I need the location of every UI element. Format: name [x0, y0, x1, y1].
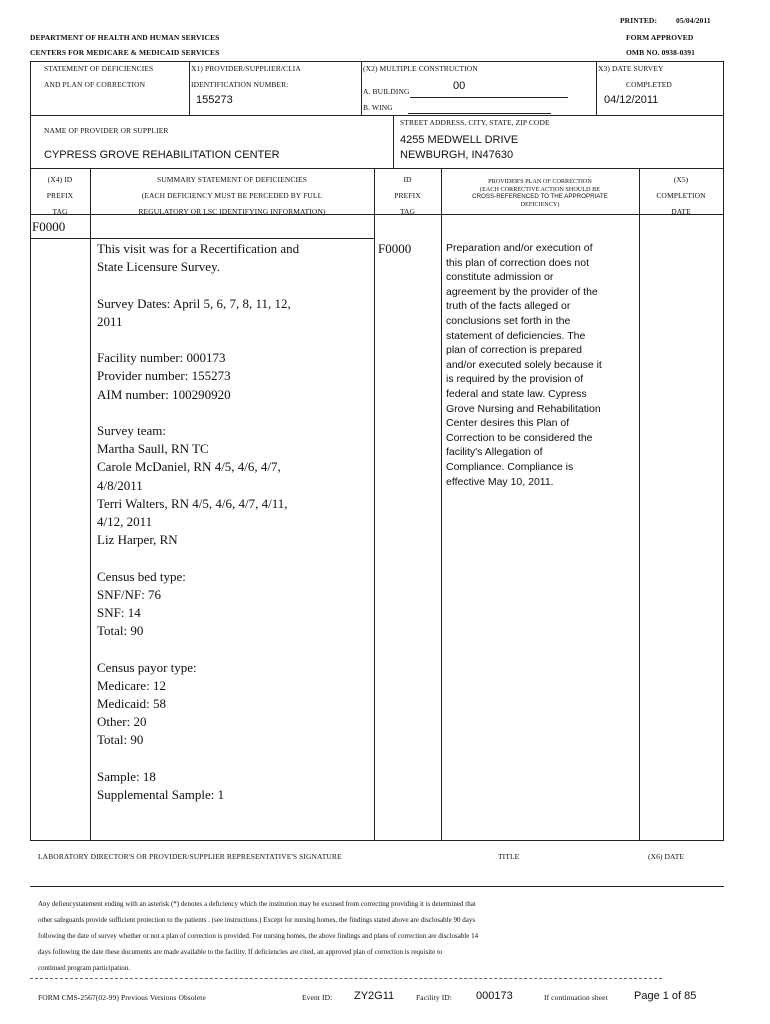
facility-id-label: Facility ID: [416, 993, 452, 1002]
plan-id-tag: F0000 [378, 241, 412, 256]
x4-id-line-1: (X4) ID [47, 175, 73, 184]
plan-header-line-2: (EACH CORRECTIVE ACTION SHOULD BE [480, 185, 600, 193]
x4-id-line-2: PREFIX [46, 191, 74, 200]
provider-name: CYPRESS GROVE REHABILITATION CENTER [44, 149, 280, 161]
plan-header-line-1: PROVIDER'S PLAN OF CORRECTION [488, 178, 592, 185]
provider-id-value: 155273 [196, 94, 233, 106]
plan-header [441, 178, 639, 208]
x5-line-2: COMPLETION [656, 191, 706, 200]
summary-paragraph: Survey team: Martha Saull, RN TC Carole McDaniel, RN 4/5, 4/6, 4/7, 4/8/2011 Terri Walters, RN 4/5, 4/6, 4/7, 4/11, 4/12, 2011 Liz Harper, RN [97, 422, 288, 548]
form-approved: FORM APPROVED [626, 33, 694, 42]
provider-name-label: NAME OF PROVIDER OR SUPPLIER [44, 126, 169, 135]
building-label: A. BUILDING [363, 87, 410, 96]
plan-of-correction-label: AND PLAN OF CORRECTION [44, 80, 146, 89]
x5-line-1: (X5) [673, 175, 689, 184]
id-prefix-line-2: PREFIX [394, 191, 421, 200]
multiple-construction-label: (X2) MULTIPLE CONSTRUCTION [363, 64, 478, 73]
identification-number-label: IDENTIFICATION NUMBER: [191, 80, 289, 89]
summary-header-line-2: (EACH DEFICIENCY MUST BE PERCEDED BY FULL [141, 191, 323, 200]
summary-header [90, 172, 374, 220]
summary-header-line-3: REGULATORY OR LSC IDENTIFYING INFORMATION) [138, 207, 326, 216]
address-label: STREET ADDRESS, CITY, STATE, ZIP CODE [400, 118, 550, 127]
department-title: DEPARTMENT OF HEALTH AND HUMAN SERVICES [30, 33, 220, 42]
id-prefix-header [374, 172, 441, 220]
x4-id-header [30, 172, 90, 220]
id-prefix-line-1: ID [403, 175, 412, 184]
x6-date-label: (X6) DATE [648, 852, 685, 861]
completed-label: COMPLETED [626, 80, 672, 89]
plan-header-line-3: CROSS-REFERENCED TO THE APPROPRIATE [472, 193, 608, 200]
left-id-tag: F0000 [32, 219, 66, 234]
address-line-1: 4255 MEDWELL DRIVE [400, 134, 519, 146]
plan-of-correction-text: Preparation and/or execution of this plan of correction does not constitute admission or agreement by the provider of the truth of the facts alleged or conclusions set forth in the statement of deficiencies. The plan of correction is prepared and/or executed solely because it is required by the provision of federal and state law. Cypress Grove Nursing and Rehabilitation Center desires this Plan of Correction to be considered the facility's Allegation of Compliance. Compliance is effective May 10, 2011. [446, 242, 602, 488]
summary-header-line-1: SUMMARY STATEMENT OF DEFICIENCIES [156, 175, 307, 184]
event-id-label: Event ID: [302, 993, 333, 1002]
facility-id-value: 000173 [476, 990, 513, 1002]
x4-id-line-3: TAG [52, 207, 68, 216]
form-number: FORM CMS-2567(02-99) Previous Versions Obsolete [38, 993, 206, 1002]
building-value: 00 [453, 80, 466, 92]
plan-header-line-4: DEFICIENCY) [520, 200, 560, 208]
x5-completion-header [639, 172, 723, 220]
printed-date: 05/04/2011 [676, 16, 711, 25]
address-line-2: NEWBURGH, IN47630 [400, 149, 514, 161]
summary-paragraph: Census payor type: Medicare: 12 Medicaid: 58 Other: 20 Total: 90 [97, 659, 197, 748]
title-label: TITLE [498, 852, 520, 861]
signature-label: LABORATORY DIRECTOR'S OR PROVIDER/SUPPLIER REPRESENTATIVE'S SIGNATURE [38, 852, 342, 861]
omb-number: OMB NO. 0938-0391 [626, 48, 695, 57]
summary-paragraph: This visit was for a Recertification and State Licensure Survey. [97, 241, 300, 275]
event-id-value: ZY2G11 [354, 990, 395, 1002]
wing-label: B. WING [363, 103, 393, 112]
summary-statement-body [97, 240, 369, 822]
date-survey-value: 04/12/2011 [604, 94, 659, 106]
summary-paragraph: Sample: 18 Supplemental Sample: 1 [97, 768, 225, 802]
date-survey-label: X3) DATE SURVEY [598, 64, 664, 73]
id-prefix-line-3: TAG [399, 207, 416, 216]
summary-paragraph: Census bed type: SNF/NF: 76 SNF: 14 Total: 90 [97, 568, 186, 639]
centers-title: CENTERS FOR MEDICARE & MEDICAID SERVICES [30, 48, 220, 57]
printed-label: PRINTED: [620, 16, 658, 25]
continuation-sheet-label: If continuation sheet [544, 993, 608, 1002]
summary-paragraph: Facility number: 000173 Provider number: 155273 AIM number: 100290920 [97, 350, 231, 402]
summary-paragraph: Survey Dates: April 5, 6, 7, 8, 11, 12, 2011 [97, 295, 291, 329]
statement-of-deficiencies-label: STATEMENT OF DEFICIENCIES [44, 64, 154, 73]
disclaimer-text: Any defiencystatement ending with an asterisk (*) denotes a deficiency which the institution may be excused from correcting providing it is determined that other safeguards provide sufficient protection to the patients . (see instructions.) Except for nursing homes, the findings stated above are disclosable 90 days following the date of survey whether or not a plan of correction is provided. For nursing homes, the above findings and plans of correction are disclosable 14 days following the date these documents are made available to the facility. If deficiencies are cited, an approved plan of correction is requisite to continued program participation. [38, 900, 479, 973]
x5-line-3: DATE [671, 207, 691, 216]
provider-clia-label: X1) PROVIDER/SUPPLIER/CLIA [191, 64, 301, 73]
page-number: Page 1 of 85 [634, 990, 697, 1002]
